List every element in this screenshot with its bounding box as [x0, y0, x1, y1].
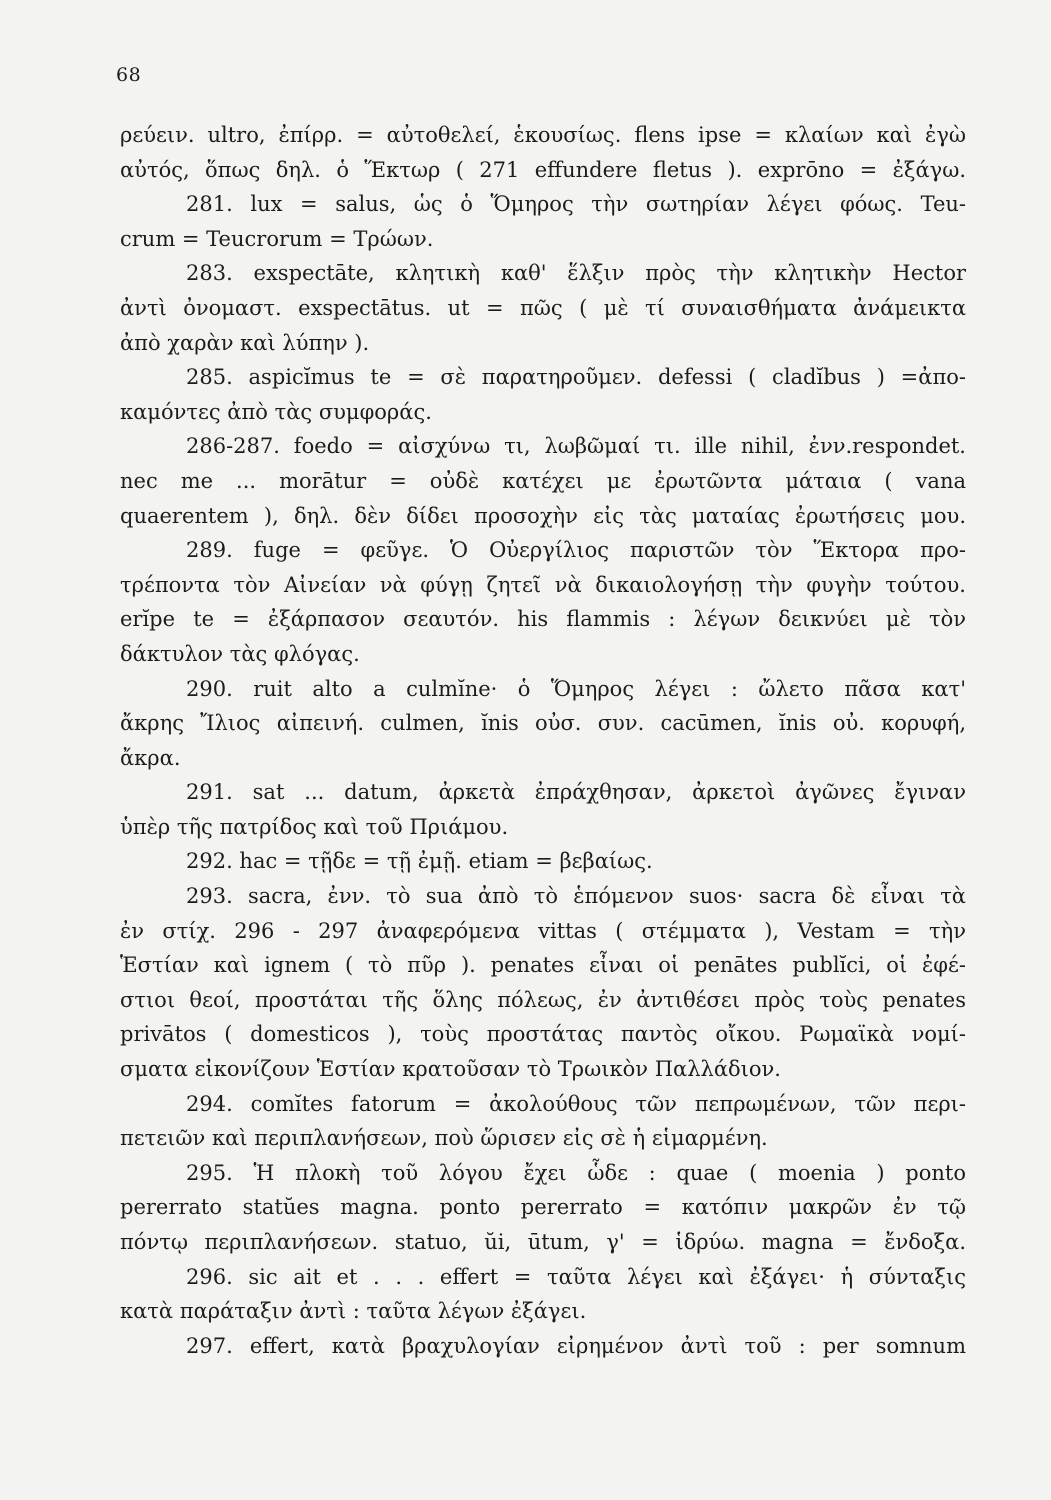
text-line: quaerentem ), δηλ. δὲν δίδει προσοχὴν εἰς τὰς ματαίας ἐρωτήσεις μου. [120, 503, 966, 528]
text-line: 296. sic ait et . . . effert = ταῦτα λέγει καὶ ἐξάγει· ἡ σύνταξις [186, 1264, 966, 1289]
text-line: στιοι θεοί, προστάται τῆς ὅλης πόλεως, ἐν ἀντιθέσει πρὸς τοὺς penates [120, 987, 966, 1012]
text-line: 283. exspectāte, κλητικὴ καθ' ἕλξιν πρὸς τὴν κλητικὴν Hector [186, 261, 966, 286]
text-line: ἐν στίχ. 296 - 297 ἀναφερόμενα vittas ( στέμματα ), Vestam = τὴν [120, 918, 966, 943]
text-line: privātos ( domesticos ), τοὺς προστάτας παντὸς οἴκου. Ρωμαϊκὰ νομί- [120, 1022, 966, 1047]
text-line: ἀπὸ χαρὰν καὶ λύπην ). [120, 330, 370, 355]
text-line: ἄκρης Ἴλιος αἰπεινή. culmen, ĭnis οὐσ. συν. cacūmen, ĭnis οὐ. κορυφή, [120, 711, 966, 736]
text-line: 286-287. foedo = αἰσχύνω τι, λωβῶμαί τι. ille nihil, ἐνν.respondet. [186, 434, 966, 459]
text-line: 291. sat ... datum, ἀρκετὰ ἐπράχθησαν, ἀρκετοὶ ἀγῶνες ἔγιναν [186, 780, 966, 805]
text-line: κατὰ παράταξιν ἀντὶ : ταῦτα λέγων ἐξάγει. [120, 1299, 587, 1324]
text-line: ἀντὶ ὀνομαστ. exspectātus. ut = πῶς ( μὲ τί συναισθήματα ἀνάμεικτα [120, 295, 966, 320]
text-line: ὑπὲρ τῆς πατρίδος καὶ τοῦ Πριάμου. [120, 814, 509, 839]
text-line: erĭpe te = ἐξάρπασον σεαυτόν. his flammis : λέγων δεικνύει μὲ τὸν [120, 607, 966, 632]
text-line: σματα εἰκονίζουν Ἑστίαν κρατοῦσαν τὸ Τρωικὸν Παλλάδιον. [120, 1057, 781, 1082]
text-line: 290. ruit alto a culmĭne· ὁ Ὅμηρος λέγει : ὤλετο πᾶσα κατ' [186, 676, 966, 701]
text-line: crum = Teucrorum = Τρώων. [120, 226, 434, 251]
text-line: πόντῳ περιπλανήσεων. statuo, ŭi, ūtum, γ' = ἱδρύω. magna = ἔνδοξα. [120, 1230, 966, 1254]
text-line: 292. hac = τῇδε = τῇ ἐμῇ. etiam = βεβαίως. [186, 849, 653, 874]
text-line: Ἑστίαν καὶ ignem ( τὸ πῦρ ). penates εἶναι οἱ penātes publĭci, οἱ ἐφέ- [120, 953, 966, 978]
text-line: ἄκρα. [120, 745, 181, 770]
text-line: 293. sacra, ἐνν. τὸ sua ἀπὸ τὸ ἑπόμενον suos· sacra δὲ εἶναι τὰ [186, 884, 966, 909]
text-line: τρέποντα τὸν Αἰνείαν νὰ φύγῃ ζητεῖ νὰ δικαιολογήσῃ τὴν φυγὴν τούτου. [120, 572, 966, 597]
text-line: δάκτυλον τὰς φλόγας. [120, 641, 360, 666]
text-line: 294. comĭtes fatorum = ἀκολούθους τῶν πεπρωμένων, τῶν περι- [186, 1091, 966, 1116]
page-number: 68 [116, 64, 142, 86]
text-line: 297. effert, κατὰ βραχυλογίαν εἰρημένον ἀντὶ τοῦ : per somnum [186, 1333, 966, 1358]
text-line: 295. Ἡ πλοκὴ τοῦ λόγου ἔχει ὧδε : quae ( moenia ) ponto [186, 1160, 966, 1185]
text-line: pererrato statŭes magna. ponto pererrato = κατόπιν μακρῶν ἐν τῷ [120, 1195, 966, 1220]
text-line: ρεύειν. ultro, ἐπίρρ. = αὐτοθελεί, ἑκουσίως. flens ipse = κλαίων καὶ ἐγὼ [120, 123, 966, 147]
text-line: 285. aspicĭmus te = σὲ παρατηροῦμεν. defessi ( cladĭbus ) =ἀπο- [186, 365, 966, 390]
commentary-text [120, 118, 966, 1363]
text-line: nec me ... morātur = οὐδὲ κατέχει με ἐρωτῶντα μάταια ( vana [120, 468, 966, 493]
text-line: 281. lux = salus, ὡς ὁ Ὅμηρος τὴν σωτηρίαν λέγει φόως. Teu- [186, 192, 966, 217]
text-line: πετειῶν καὶ περιπλανήσεων, ποὺ ὥρισεν εἰς σὲ ἡ εἱμαρμένη. [120, 1126, 768, 1151]
text-line: αὐτός, ὅπως δηλ. ὁ Ἕκτωρ ( 271 effundere fletus ). exprōno = ἐξάγω. [120, 157, 966, 182]
text-line: καμόντες ἀπὸ τὰς συμφοράς. [120, 399, 432, 424]
text-line: 289. fuge = φεῦγε. Ὁ Οὐεργίλιος παριστῶν τὸν Ἕκτορα προ- [186, 538, 966, 563]
